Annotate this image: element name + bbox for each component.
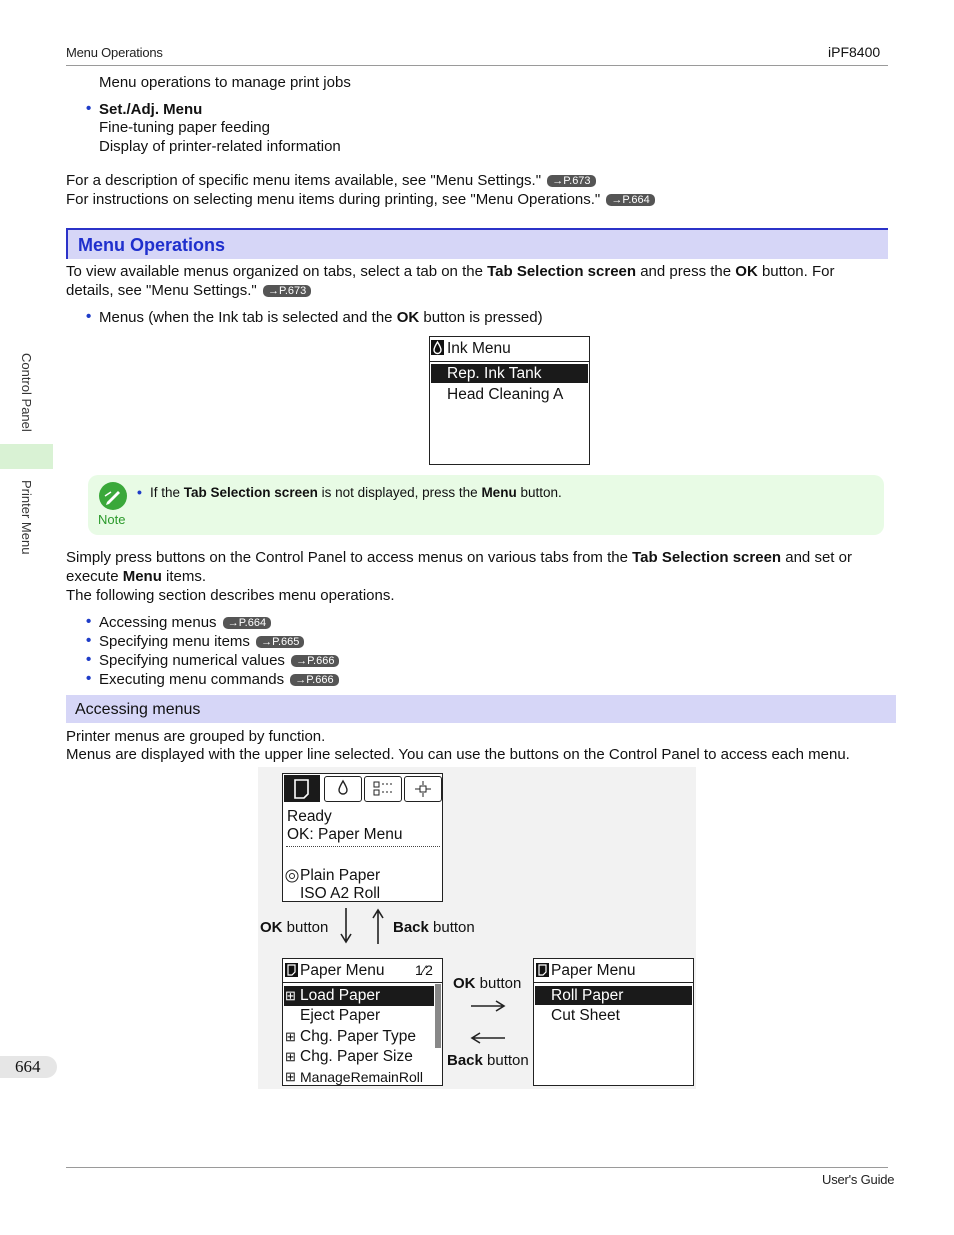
- list-item: Specifying menu items →P.665: [99, 632, 304, 651]
- expand-icon: ⊞: [285, 1069, 296, 1084]
- page-ref-link[interactable]: →P.673: [547, 175, 595, 187]
- paper-menu-title: Paper Menu: [300, 962, 385, 979]
- bullet-dot: •: [86, 670, 92, 687]
- desc-line1: [66, 171, 596, 190]
- paper-menu-item-selected: ⊞ Load Paper: [284, 986, 434, 1006]
- body2-line2: execute Menu items.: [66, 568, 207, 585]
- ink-bullet-text: Menus (when the Ink tab is selected and the OK button is pressed): [99, 309, 543, 326]
- section-para-line2: details, see "Menu Settings." →P.673: [66, 281, 311, 300]
- side-tab-printer-menu[interactable]: Printer Menu: [19, 480, 34, 555]
- setadj-title: Set./Adj. Menu: [99, 101, 203, 118]
- paper-submenu-item-selected: Roll Paper: [535, 986, 692, 1005]
- job-menu-desc: Menu operations to manage print jobs: [99, 74, 351, 91]
- running-header-section: Menu Operations: [66, 45, 163, 60]
- footer-guide: User's Guide: [822, 1172, 895, 1187]
- lcd-status-line: OK: Paper Menu: [287, 826, 403, 843]
- back-button-label: Back button: [393, 919, 475, 936]
- page-ref-link[interactable]: →P.673: [263, 285, 311, 297]
- page-ref-link[interactable]: →P.666: [290, 674, 338, 686]
- footer-rule: [66, 1167, 888, 1168]
- paper-menu-item: Eject Paper: [300, 1007, 381, 1024]
- scrollbar: [435, 984, 441, 1048]
- paper-menu-item: Chg. Paper Type: [300, 1028, 417, 1045]
- body2-line3: The following section describes menu operations.: [66, 587, 395, 604]
- header-rule: [66, 65, 888, 66]
- expand-icon: ⊞: [285, 1049, 296, 1064]
- page-number: 664: [15, 1057, 41, 1076]
- subsection-line1: Printer menus are grouped by function.: [66, 728, 326, 745]
- page-indicator: 1⁄2: [415, 962, 433, 978]
- ink-menu-item: Head Cleaning A: [447, 386, 564, 403]
- paper-icon: [285, 963, 298, 977]
- list-item: Executing menu commands →P.666: [99, 670, 339, 689]
- bullet-dot: •: [86, 613, 92, 630]
- right-arrow-icon: [470, 999, 506, 1017]
- subsection-title: Accessing menus: [75, 701, 201, 718]
- expand-icon: ⊞: [285, 988, 296, 1003]
- page-ref-link[interactable]: →P.665: [256, 636, 304, 648]
- ink-drop-icon: [431, 340, 444, 355]
- back-button-label: Back button: [447, 1052, 529, 1069]
- note-label: Note: [98, 512, 126, 527]
- lcd-media-line: ISO A2 Roll: [300, 885, 381, 902]
- section-para-line1: To view available menus organized on tabs, select a tab on the Tab Selection screen and press the OK button. For: [66, 263, 835, 280]
- page-ref-link[interactable]: →P.664: [606, 194, 654, 206]
- ink-tab-icon: [324, 776, 362, 802]
- ink-menu-title: Ink Menu: [447, 340, 511, 357]
- ink-menu-lcd: [429, 336, 590, 465]
- job-tab-icon: [364, 776, 402, 802]
- ok-button-label: OK button: [453, 975, 522, 992]
- bullet-dot: •: [86, 651, 92, 668]
- bullet-dot: •: [86, 632, 92, 649]
- settings-tab-icon: [404, 776, 442, 802]
- down-arrow-icon: [339, 907, 353, 949]
- bullet-dot: •: [137, 484, 142, 500]
- section-title: Menu Operations: [78, 235, 226, 255]
- expand-icon: ⊞: [285, 1029, 296, 1044]
- desc-text1: For a description of specific menu items available, see "Menu Settings.": [66, 172, 542, 189]
- tab-selection-lcd: [282, 773, 443, 902]
- side-tab-control-panel[interactable]: Control Panel: [19, 353, 34, 432]
- bullet-dot: •: [86, 308, 92, 325]
- ink-menu-item-selected: Rep. Ink Tank: [431, 364, 588, 383]
- pencil-icon: [99, 482, 127, 510]
- setadj-line1: Fine-tuning paper feeding: [99, 119, 270, 136]
- paper-submenu-title: Paper Menu: [551, 962, 636, 979]
- up-arrow-icon: [371, 907, 385, 949]
- target-icon: [285, 869, 299, 883]
- side-tab-highlight: [0, 444, 53, 469]
- note-text: If the Tab Selection screen is not displayed, press the Menu button.: [150, 485, 562, 500]
- page-number-badge: [0, 1056, 57, 1078]
- setadj-line2: Display of printer-related information: [99, 138, 341, 155]
- bullet-dot: •: [86, 100, 92, 117]
- list-item: Specifying numerical values →P.666: [99, 651, 339, 670]
- lcd-status-line: Ready: [287, 808, 332, 825]
- paper-menu-item: Chg. Paper Size: [300, 1048, 413, 1065]
- body2-line1: Simply press buttons on the Control Panel to access menus on various tabs from the Tab Selection screen and set or: [66, 549, 852, 566]
- paper-submenu-lcd: [533, 958, 694, 1086]
- ok-button-label: OK button: [260, 919, 329, 936]
- desc-text2: For instructions on selecting menu items during printing, see "Menu Operations.": [66, 191, 601, 208]
- subsection-heading-bar: [66, 695, 896, 723]
- note-box: [88, 475, 884, 535]
- lcd-media-line: Plain Paper: [300, 867, 381, 884]
- page-ref-link[interactable]: →P.664: [223, 617, 271, 629]
- paper-menu-lcd: [282, 958, 443, 1086]
- desc-line2: [66, 190, 655, 209]
- subsection-line2: Menus are displayed with the upper line selected. You can use the buttons on the Control Panel to access each menu.: [66, 746, 850, 763]
- left-arrow-icon: [470, 1031, 506, 1049]
- paper-menu-item: ManageRemainRoll: [300, 1069, 423, 1085]
- paper-icon: [536, 963, 549, 977]
- list-item: Accessing menus →P.664: [99, 613, 271, 632]
- page-ref-link[interactable]: →P.666: [291, 655, 339, 667]
- running-header-model: iPF8400: [828, 44, 881, 60]
- paper-submenu-item: Cut Sheet: [551, 1007, 620, 1024]
- paper-tab-icon: [284, 775, 320, 802]
- section-heading-bar: [66, 228, 888, 259]
